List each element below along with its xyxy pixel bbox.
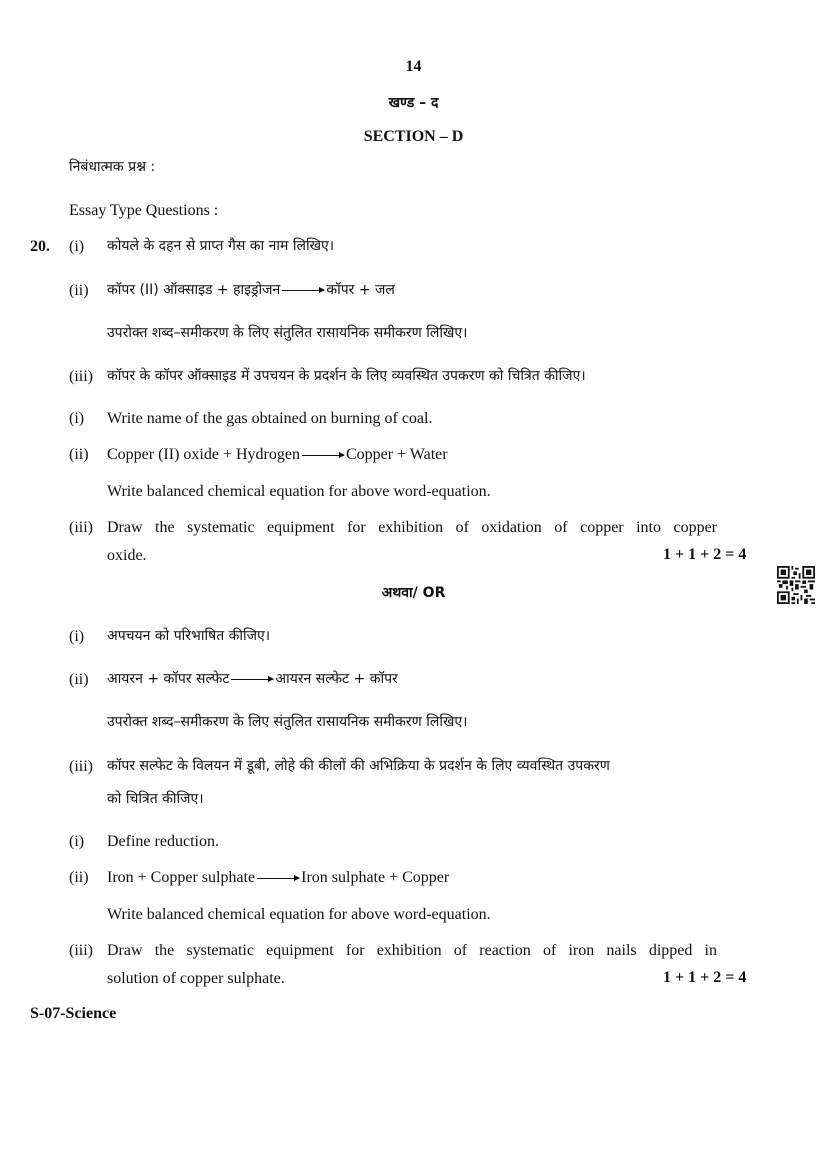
q20-en-ii-instruction: Write balanced chemical equation for above word-equation. (107, 483, 491, 500)
label-iii: (iii) (69, 368, 93, 385)
q20-en-iii-line1: Draw the systematic equipment for exhibition of oxidation of copper into copper (107, 519, 717, 536)
section-title-hindi: खण्ड – द (388, 95, 439, 111)
q20-or-hi-iii-line1: कॉपर सल्फेट के विलयन में डूबी, लोहे की कीलों की अभिक्रिया के प्रदर्शन के लिए व्यवस्थित उपकरण (107, 758, 610, 774)
question-number: 20. (30, 238, 50, 255)
label-i: (i) (69, 833, 85, 850)
label-ii: (ii) (69, 869, 89, 886)
q20-or-hi-ii-instruction: उपरोक्त शब्द–समीकरण के लिए संतुलित रासायनिक समीकरण लिखिए। (107, 714, 468, 730)
question-type-english: Essay Type Questions : (69, 202, 219, 219)
q20-or-en-i: Define reduction. (107, 833, 219, 850)
q20-hi-i: कोयले के दहन से प्राप्त गैस का नाम लिखिए। (107, 238, 335, 254)
q20-hi-ii-equation (107, 280, 395, 300)
equation-products: कॉपर + जल (326, 282, 395, 298)
equation-reactants: Iron + Copper sulphate (107, 869, 256, 886)
q20-or-hi-i: अपचयन को परिभाषित कीजिए। (107, 628, 271, 644)
q20-en-ii-equation (107, 445, 448, 465)
equation-products: Iron sulphate + Copper (301, 869, 450, 886)
label-i: (i) (69, 410, 85, 427)
question-type-hindi: निबंधात्मक प्रश्न : (69, 159, 156, 175)
label-iii: (iii) (69, 942, 93, 959)
section-title-english: SECTION – D (363, 128, 464, 145)
reaction-arrow-icon (231, 679, 273, 680)
q20-en-i: Write name of the gas obtained on burning of coal. (107, 410, 433, 427)
equation-products: आयरन सल्फेट + कॉपर (275, 671, 398, 687)
equation-products: Copper + Water (345, 446, 448, 463)
page-number: 14 (405, 58, 422, 75)
q20-hi-ii-instruction: उपरोक्त शब्द–समीकरण के लिए संतुलित रासायनिक समीकरण लिखिए। (107, 325, 468, 341)
marks-allocation: 1 + 1 + 2 = 4 (663, 969, 747, 986)
q20-or-en-iii-line1: Draw the systematic equipment for exhibition of reaction of iron nails dipped in (107, 942, 717, 959)
q20-or-en-ii-instruction: Write balanced chemical equation for above word-equation. (107, 906, 491, 923)
q20-or-en-ii-equation (107, 868, 449, 888)
equation-reactants: Copper (II) oxide + Hydrogen (107, 446, 300, 463)
reaction-arrow-icon (257, 878, 299, 879)
q20-or-hi-ii-equation (107, 669, 398, 689)
page-footer: S-07-Science (30, 1005, 117, 1022)
or-separator: अथवा/ OR (381, 585, 446, 601)
label-iii: (iii) (69, 519, 93, 536)
equation-reactants: आयरन + कॉपर सल्फेट (107, 671, 230, 687)
label-ii: (ii) (69, 446, 89, 463)
q20-or-hi-iii-line2: को चित्रित कीजिए। (107, 791, 204, 807)
q20-en-iii-line2: oxide. (107, 547, 147, 564)
label-ii: (ii) (69, 282, 89, 299)
reaction-arrow-icon (302, 455, 344, 456)
reaction-arrow-icon (282, 290, 324, 291)
label-iii: (iii) (69, 758, 93, 775)
marks-allocation: 1 + 1 + 2 = 4 (663, 546, 747, 563)
q20-hi-iii: कॉपर के कॉपर ऑक्साइड में उपचयन के प्रदर्शन के लिए व्यवस्थित उपकरण को चित्रित कीजिए। (107, 368, 586, 384)
label-ii: (ii) (69, 671, 89, 688)
equation-reactants: कॉपर (II) ऑक्साइड + हाइड्रोजन (107, 282, 281, 298)
label-i: (i) (69, 628, 85, 645)
label-i: (i) (69, 238, 85, 255)
q20-or-en-iii-line2: solution of copper sulphate. (107, 970, 285, 987)
